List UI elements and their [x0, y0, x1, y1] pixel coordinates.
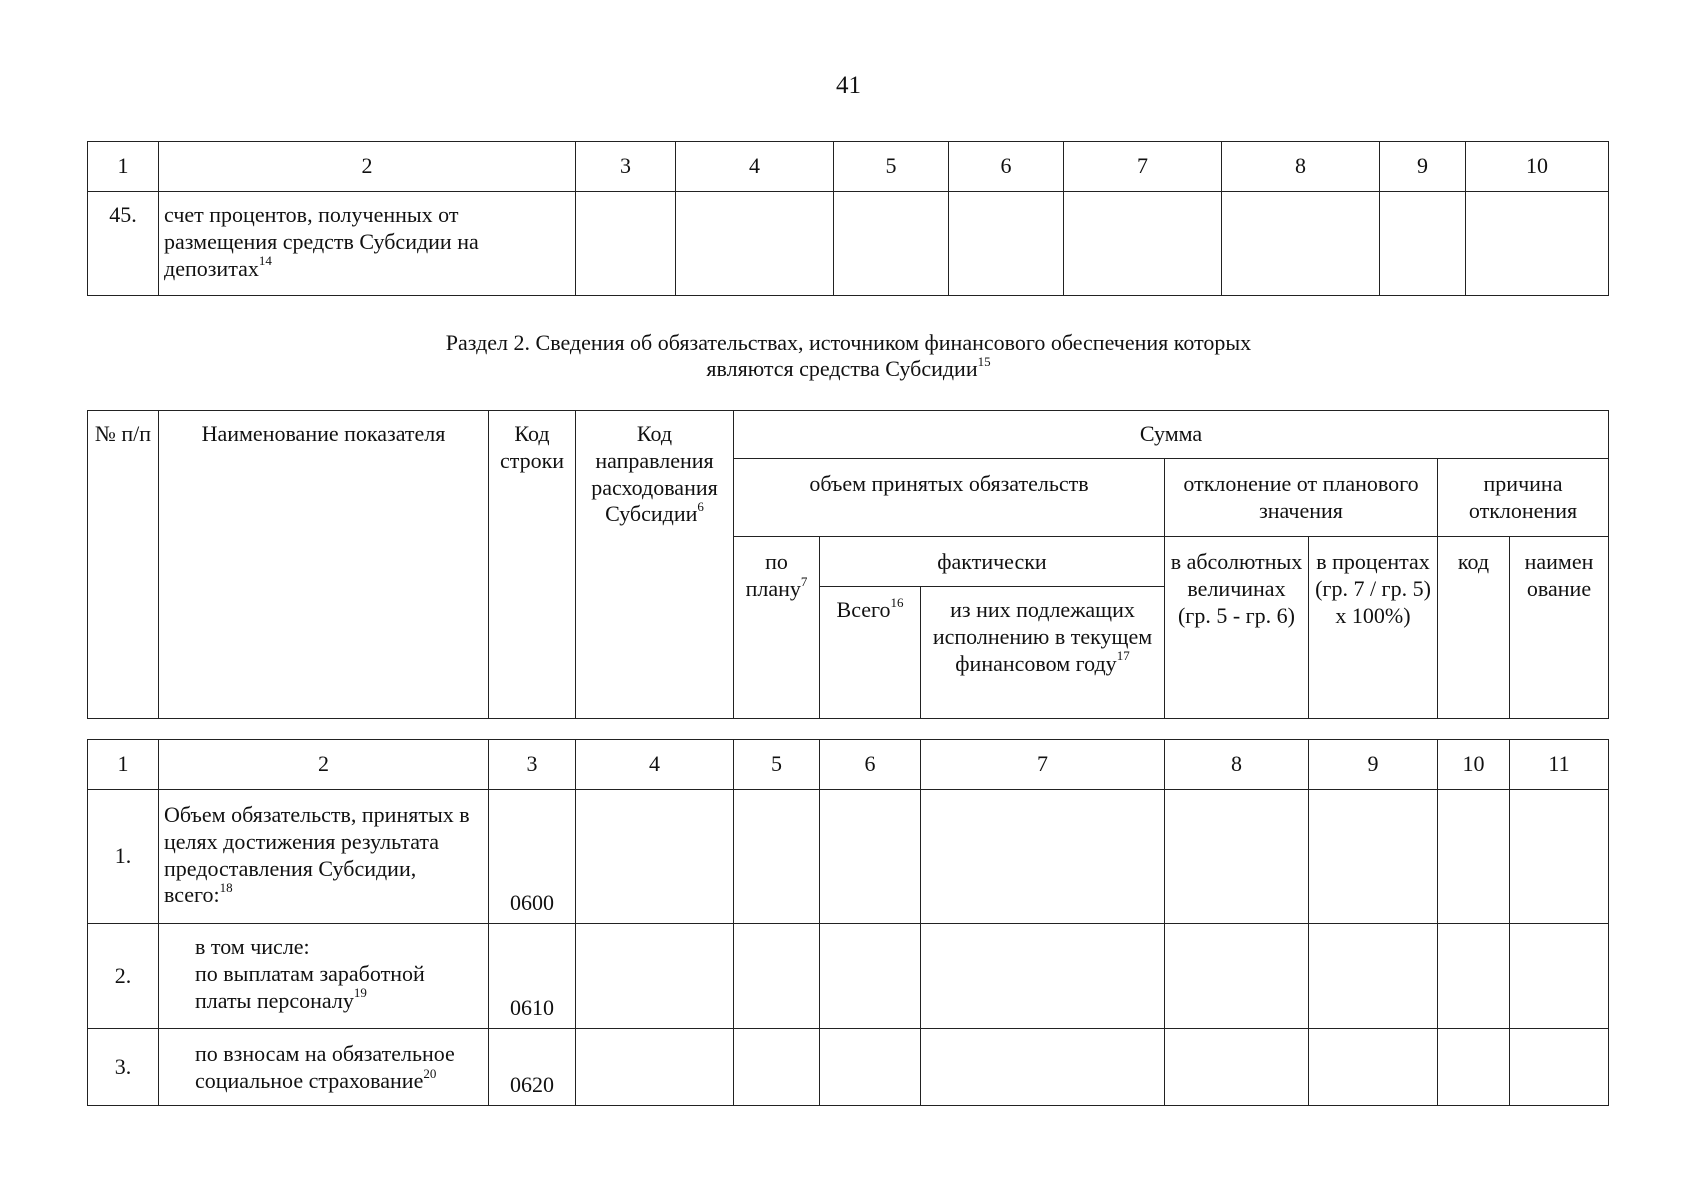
- column-number: 3: [576, 142, 676, 192]
- data-cell: [1222, 192, 1380, 296]
- row-text: счет процентов, полученных от размещения средств Субсидии на депозитах$^{14}$: [159, 192, 576, 296]
- footnote-mark: 18: [219, 880, 233, 896]
- table-row: [88, 192, 1609, 296]
- column-number: 1: [88, 740, 159, 790]
- data-cell: [1064, 192, 1222, 296]
- data-cell: [1438, 790, 1510, 924]
- row-text: в том числе: по выплатам заработной платы персоналу$^{19}$: [159, 924, 489, 1029]
- data-cell: [1510, 1029, 1609, 1106]
- footnote-mark: 6: [697, 499, 704, 515]
- column-number: 4: [576, 740, 734, 790]
- footnote-mark: 15: [977, 354, 991, 370]
- footnote-mark: 16: [890, 594, 904, 610]
- header-absolute: в абсолютных величинах (гр. 5 - гр. 6): [1165, 537, 1309, 719]
- footnote-mark: 17: [1116, 648, 1130, 664]
- header-reason: причина отклонения: [1438, 459, 1609, 537]
- table-row: [88, 790, 1609, 924]
- header-deviation: отклонение от планового значения: [1165, 459, 1438, 537]
- column-number: 2: [159, 740, 489, 790]
- data-cell: [834, 192, 949, 296]
- column-number: 6: [820, 740, 921, 790]
- data-cell: [734, 790, 820, 924]
- data-cell: [1309, 1029, 1438, 1106]
- data-cell: [1309, 790, 1438, 924]
- table-row: [88, 924, 1609, 1029]
- header-current-year: из них подлежащих исполнению в текущем финансовом году$^{17}$: [921, 587, 1165, 719]
- data-cell: [676, 192, 834, 296]
- row-number: 2.: [88, 924, 159, 1029]
- header-plan: по плану$^7$: [734, 537, 820, 719]
- data-cell: [1165, 790, 1309, 924]
- header-direction-code: Код направления расходования Субсидии$^6$: [576, 411, 734, 719]
- column-number: 9: [1380, 142, 1466, 192]
- data-cell: [1380, 192, 1466, 296]
- data-cell: [820, 790, 921, 924]
- row-number: 45.: [88, 192, 159, 296]
- column-number-row: [88, 740, 1609, 790]
- data-cell: [820, 1029, 921, 1106]
- row-number: 1.: [88, 790, 159, 924]
- data-cell: [921, 924, 1165, 1029]
- header-obligations: объем принятых обязательств: [734, 459, 1165, 537]
- column-number: 7: [921, 740, 1165, 790]
- data-cell: [576, 1029, 734, 1106]
- column-number: 1: [88, 142, 159, 192]
- footnote-mark: 14: [258, 253, 272, 269]
- obligations-table: [87, 739, 1609, 1106]
- header-reason-name: наимен ование: [1510, 537, 1609, 719]
- data-cell: [1466, 192, 1609, 296]
- column-number: 8: [1222, 142, 1380, 192]
- footnote-mark: 19: [353, 985, 367, 1001]
- data-cell: [1165, 924, 1309, 1029]
- data-cell: [576, 790, 734, 924]
- column-number: 10: [1438, 740, 1510, 790]
- header-actual: фактически: [820, 537, 1165, 587]
- data-cell: [576, 924, 734, 1029]
- data-cell: [921, 1029, 1165, 1106]
- data-cell: [734, 924, 820, 1029]
- row-text: по взносам на обязательное социальное страхование$^{20}$: [159, 1029, 489, 1106]
- column-number: 5: [834, 142, 949, 192]
- data-cell: [734, 1029, 820, 1106]
- data-cell: [921, 790, 1165, 924]
- column-number-row: [88, 142, 1609, 192]
- row-code: 0600: [489, 790, 576, 924]
- data-cell: [1438, 924, 1510, 1029]
- continuation-table: [87, 141, 1609, 296]
- column-number: 8: [1165, 740, 1309, 790]
- row-number: 3.: [88, 1029, 159, 1106]
- column-number: 6: [949, 142, 1064, 192]
- data-cell: [949, 192, 1064, 296]
- header-percent: в процентах (гр. 7 / гр. 5) x 100%): [1309, 537, 1438, 719]
- column-number: 9: [1309, 740, 1438, 790]
- obligations-header-table: [87, 410, 1609, 719]
- column-number: 11: [1510, 740, 1609, 790]
- data-cell: [1309, 924, 1438, 1029]
- header-reason-code: код: [1438, 537, 1510, 719]
- section-title: Раздел 2. Сведения об обязательствах, источником финансового обеспечения которых являются средства Субсидии$^{15}$: [445, 330, 1252, 382]
- header-num: № п/п: [88, 411, 159, 719]
- header-row-code: Код строки: [489, 411, 576, 719]
- column-number: 3: [489, 740, 576, 790]
- footnote-mark: 7: [800, 573, 808, 589]
- footnote-mark: 20: [423, 1065, 437, 1081]
- header-sum: Сумма: [734, 411, 1609, 459]
- row-code: 0620: [489, 1029, 576, 1106]
- column-number: 2: [159, 142, 576, 192]
- header-indicator-name: Наименование показателя: [159, 411, 489, 719]
- table-row: [88, 1029, 1609, 1106]
- row-code: 0610: [489, 924, 576, 1029]
- page-number: 41: [836, 72, 861, 99]
- data-cell: [1510, 924, 1609, 1029]
- row-text: Объем обязательств, принятых в целях достижения результата предоставления Субсидии, всего:$^{18}$: [159, 790, 489, 924]
- data-cell: [820, 924, 921, 1029]
- data-cell: [1165, 1029, 1309, 1106]
- column-number: 7: [1064, 142, 1222, 192]
- column-number: 5: [734, 740, 820, 790]
- column-number: 10: [1466, 142, 1609, 192]
- data-cell: [576, 192, 676, 296]
- data-cell: [1438, 1029, 1510, 1106]
- header-total: Всего$^{16}$: [820, 587, 921, 719]
- data-cell: [1510, 790, 1609, 924]
- column-number: 4: [676, 142, 834, 192]
